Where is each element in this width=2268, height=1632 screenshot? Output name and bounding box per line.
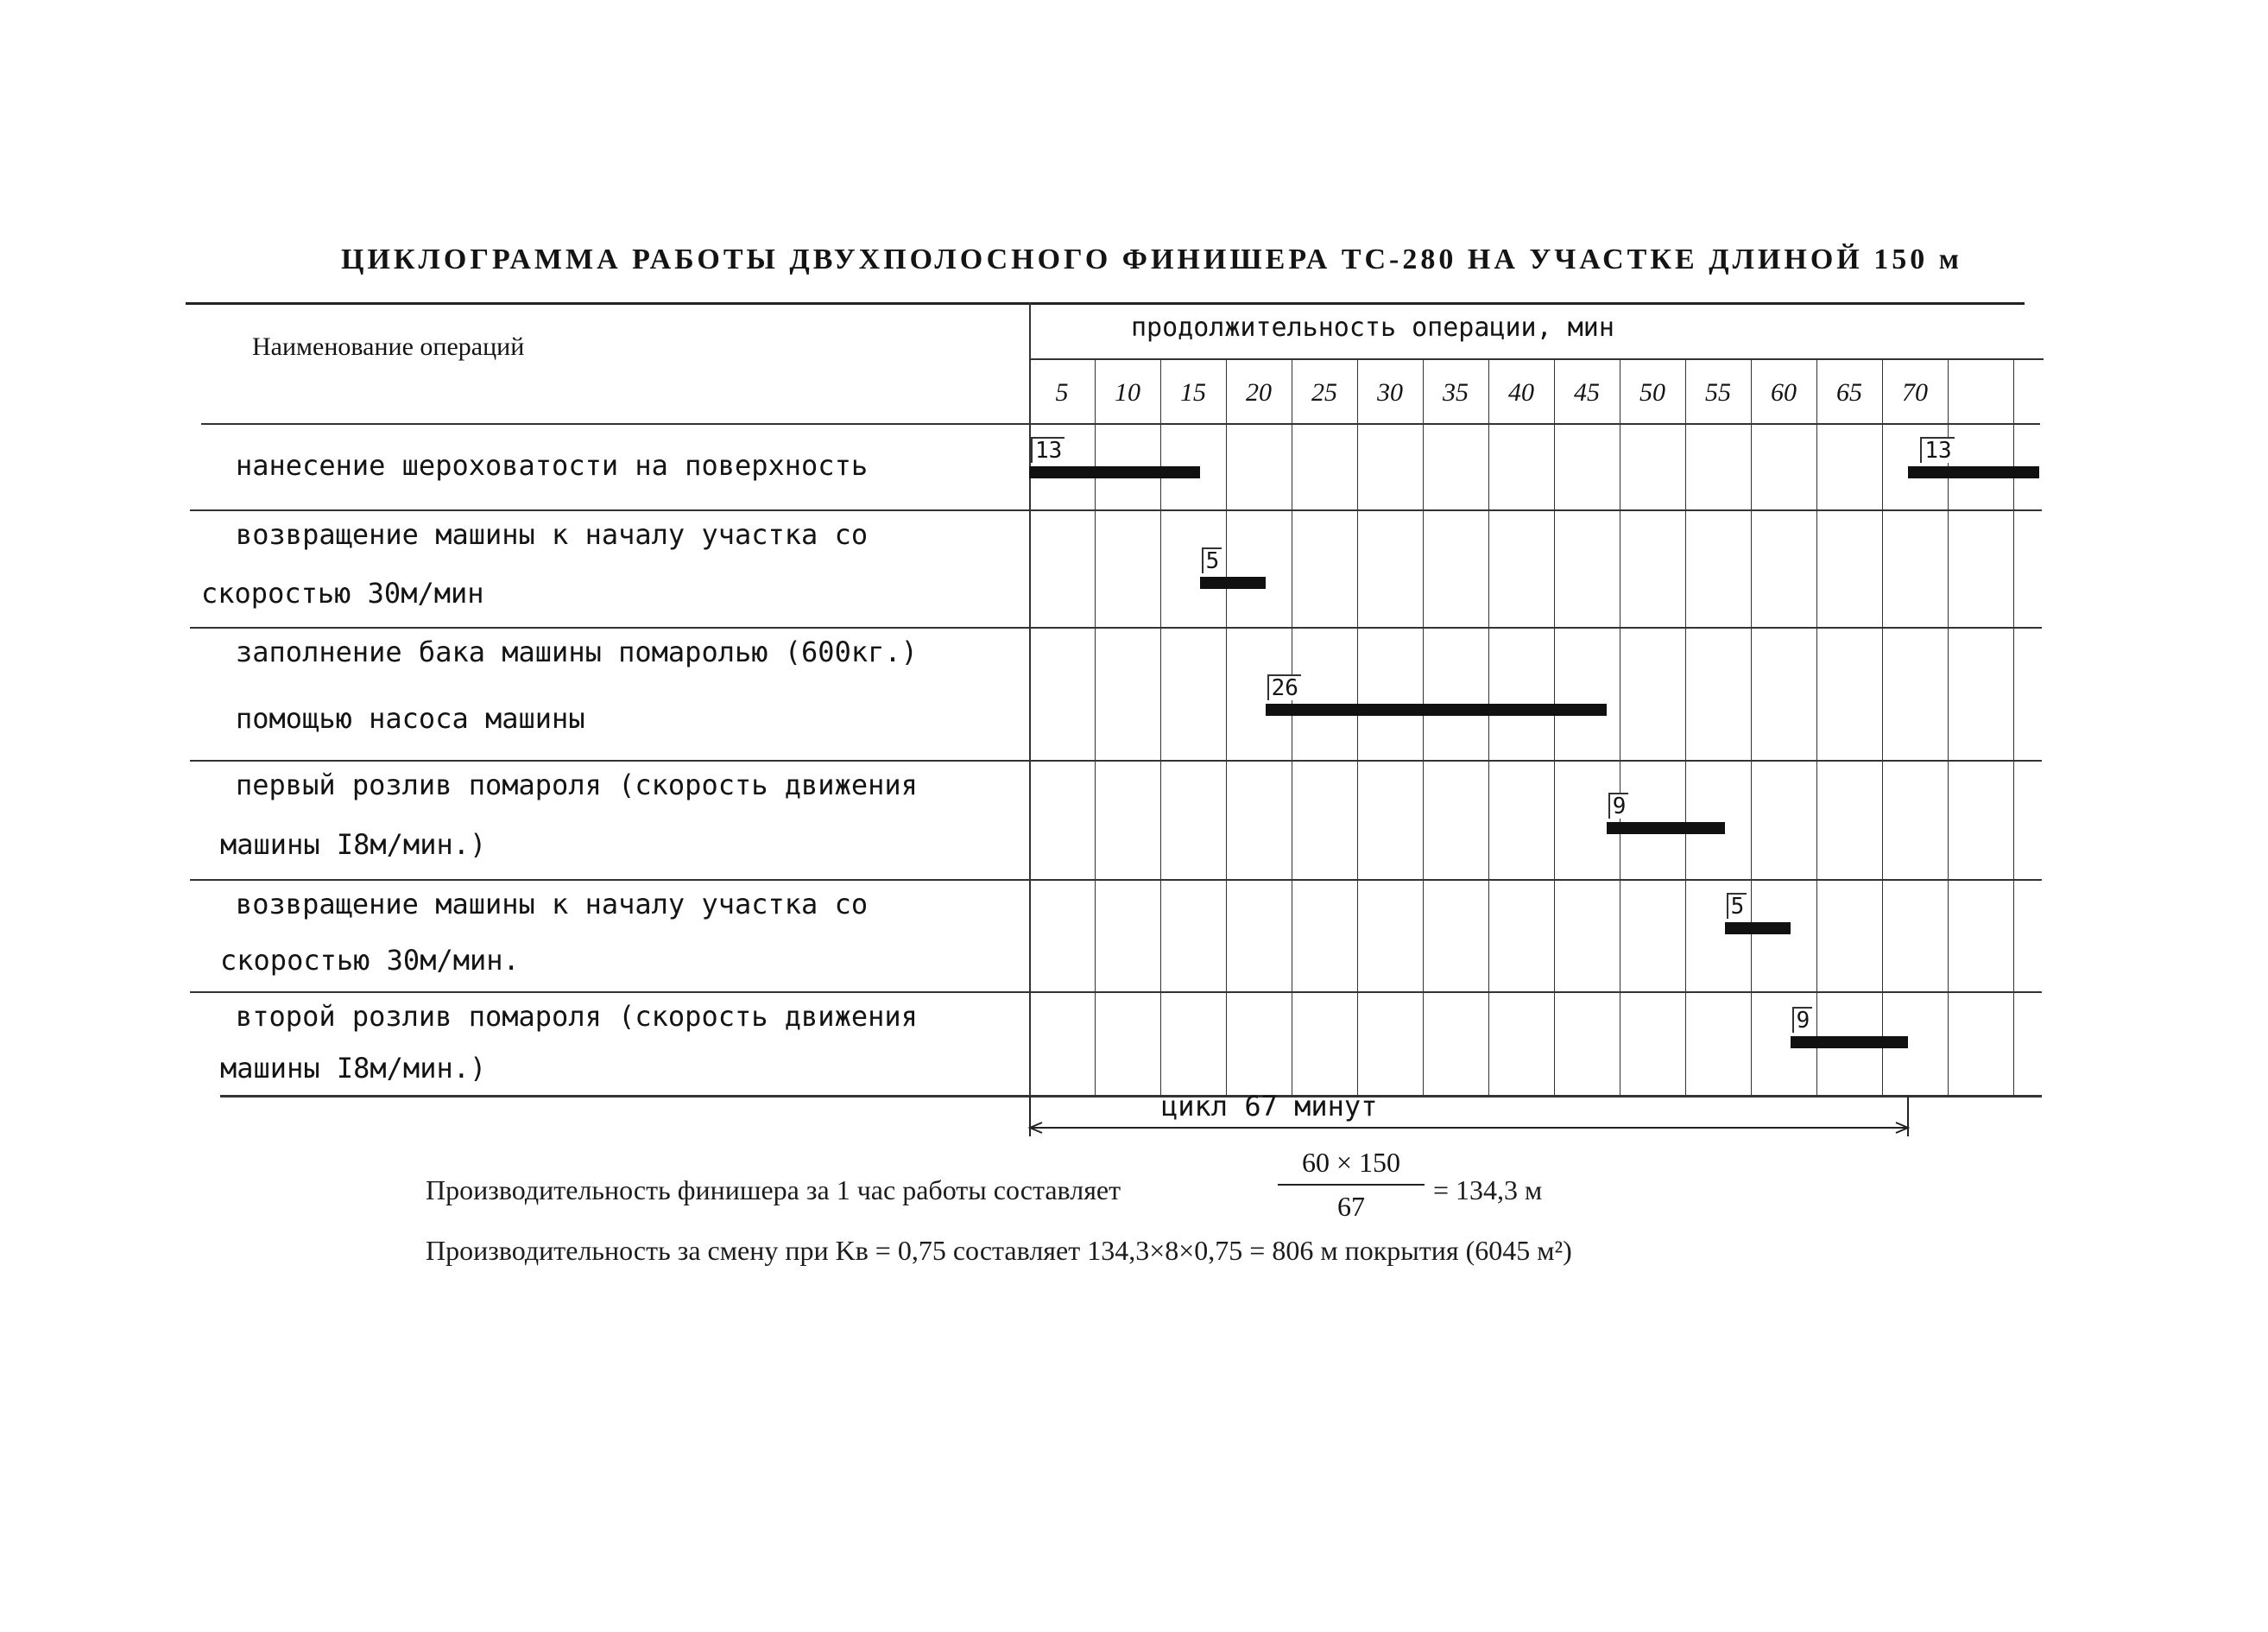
operation-bar xyxy=(1607,822,1725,834)
operation-name-line: возвращение машины к началу участка со xyxy=(236,518,869,551)
productivity-fraction xyxy=(1278,1147,1425,1223)
cycle-arrow xyxy=(1023,1095,1921,1138)
grid-vline xyxy=(1226,358,1227,1095)
operation-bar xyxy=(1266,704,1607,716)
fraction-numerator: 60 × 150 xyxy=(1278,1147,1425,1186)
time-tick-label: 45 xyxy=(1574,378,1600,407)
operation-bar xyxy=(1029,466,1200,478)
time-tick-label: 60 xyxy=(1771,378,1797,407)
time-tick-label: 15 xyxy=(1180,378,1206,407)
operation-name-line: нанесение шероховатости на поверхность xyxy=(236,449,869,482)
operation-bar-label: 13 xyxy=(1920,437,1954,463)
time-tick-label: 70 xyxy=(1902,378,1928,407)
operation-name-line: скоростью 30м/мин. xyxy=(220,944,520,977)
time-tick-label: 30 xyxy=(1377,378,1403,407)
operation-bar xyxy=(1200,577,1266,589)
operation-bar-label: 13 xyxy=(1031,437,1065,463)
time-tick-label: 40 xyxy=(1508,378,1534,407)
productivity-per-shift: Производительность за смену при Kв = 0,75 составляет 134,3×8×0,75 = 806 м покрытия (6045 м²) xyxy=(426,1235,1572,1266)
time-tick-label: 35 xyxy=(1443,378,1469,407)
fraction-denominator: 67 xyxy=(1337,1191,1365,1222)
operation-bar-label: 9 xyxy=(1792,1007,1813,1033)
page-title: ЦИКЛОГРАММА РАБОТЫ ДВУХПОЛОСНОГО ФИНИШЕРА ТС-280 НА УЧАСТКЕ ДЛИНОЙ 150 м xyxy=(341,244,1962,275)
time-tick-label: 25 xyxy=(1311,378,1337,407)
time-tick-label: 20 xyxy=(1246,378,1272,407)
operation-bar xyxy=(1725,922,1791,934)
grid-vline xyxy=(1488,358,1489,1095)
operation-bar xyxy=(1791,1036,1909,1048)
time-tick-label: 65 xyxy=(1836,378,1862,407)
operation-name-line: возвращение машины к началу участка со xyxy=(236,888,869,920)
duration-column-header: продолжительность операции, мин xyxy=(1131,313,1614,343)
row-separator xyxy=(190,879,2042,881)
grid-vline xyxy=(1882,358,1883,1095)
row-separator xyxy=(190,991,2042,993)
row-separator xyxy=(190,509,2042,511)
operation-bar-label: 5 xyxy=(1202,547,1222,573)
grid-vline xyxy=(1423,358,1424,1095)
operations-column-divider xyxy=(1029,302,1031,1097)
operation-name-line: первый розлив помароля (скорость движения xyxy=(236,769,918,801)
time-tick-label: 5 xyxy=(1055,378,1069,407)
productivity-per-hour-result: = 134,3 м xyxy=(1433,1174,1543,1205)
row-separator xyxy=(190,627,2042,629)
operation-name-line: машины I8м/мин.) xyxy=(220,1052,487,1085)
operations-column-header: Наименование операций xyxy=(252,332,525,361)
cycle-label: цикл 67 минут xyxy=(1161,1090,1378,1123)
productivity-per-hour: Производительность финишера за 1 час работы составляет xyxy=(426,1174,1121,1205)
operation-bar-label: 26 xyxy=(1267,674,1301,700)
time-tick-label: 50 xyxy=(1639,378,1665,407)
header-bottom-rule xyxy=(201,423,2040,425)
ticks-header-rule xyxy=(1029,358,2044,360)
operation-name-line: заполнение бака машины помаролью (600кг.) xyxy=(236,636,918,668)
grid-vline xyxy=(1357,358,1358,1095)
grid-vline xyxy=(1554,358,1555,1095)
grid-vline xyxy=(1751,358,1752,1095)
operation-name-line: машины I8м/мин.) xyxy=(220,828,487,861)
operation-bar-label: 9 xyxy=(1608,793,1629,819)
operation-bar-label: 5 xyxy=(1727,893,1747,919)
operation-name-line: второй розлив помароля (скорость движения xyxy=(236,1000,918,1033)
row-separator xyxy=(190,760,2042,762)
operation-name-line: помощью насоса машины xyxy=(236,702,585,735)
grid-vline xyxy=(1816,358,1817,1095)
operation-bar xyxy=(1908,466,2039,478)
operation-name-line: скоростью 30м/мин xyxy=(201,577,484,610)
time-tick-label: 55 xyxy=(1705,378,1731,407)
grid-vline xyxy=(1685,358,1686,1095)
table-top-rule xyxy=(186,302,2025,305)
time-tick-label: 10 xyxy=(1115,378,1140,407)
